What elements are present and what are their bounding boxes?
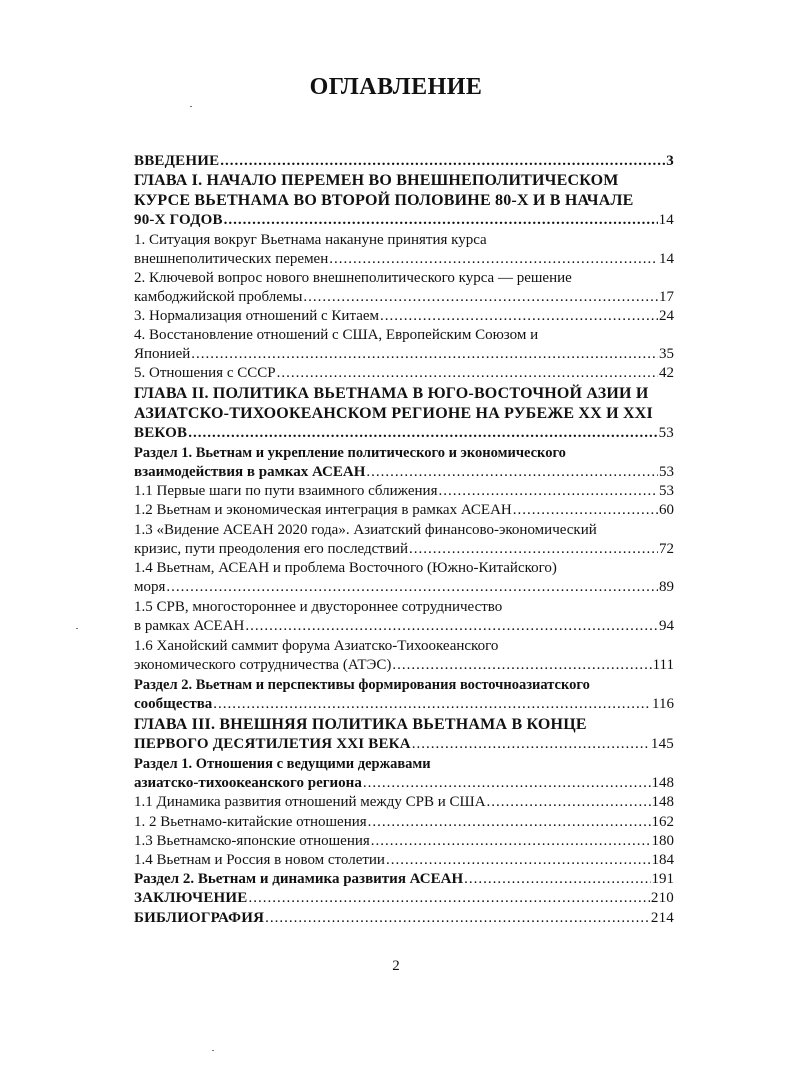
toc-section-2-line-1[interactable]: 2. Ключевой вопрос нового внешнеполитического курса — решение bbox=[134, 270, 572, 286]
toc-page-number: 214 bbox=[650, 910, 674, 926]
toc-entry-title: в рамках АСЕАН bbox=[134, 618, 245, 634]
toc-page-number: 94 bbox=[659, 618, 674, 634]
toc-entry-title: 1.3 Вьетнамско-японские отношения bbox=[134, 833, 370, 849]
toc-page-number: 148 bbox=[651, 775, 674, 791]
toc-leader-dots bbox=[438, 482, 658, 501]
toc-entry-title: 3. Нормализация отношений с Китаем bbox=[134, 308, 379, 324]
toc-page-number: 14 bbox=[659, 251, 674, 267]
toc-section-5[interactable] bbox=[134, 364, 674, 383]
toc-page-number: 72 bbox=[659, 541, 674, 557]
toc-entry-title: 1.1 Динамика развития отношений между СРВ и США bbox=[134, 794, 486, 810]
toc-entry-title: ЗАКЛЮЧЕНИЕ bbox=[134, 890, 248, 906]
toc-page-number: 111 bbox=[652, 657, 674, 673]
toc-leader-dots bbox=[386, 851, 651, 870]
toc-leader-dots bbox=[412, 735, 650, 754]
toc-section-2-1-4[interactable] bbox=[134, 578, 674, 597]
toc-leader-dots bbox=[245, 617, 658, 636]
toc-section-2[interactable] bbox=[134, 288, 674, 307]
toc-page-number: 53 bbox=[658, 425, 674, 441]
toc-page-number: 162 bbox=[651, 814, 674, 830]
toc-page-number: 180 bbox=[651, 833, 674, 849]
toc-leader-dots bbox=[191, 345, 658, 364]
toc-page-number: 191 bbox=[651, 871, 674, 887]
toc-entry-intro[interactable] bbox=[134, 152, 674, 171]
toc-page-number: 53 bbox=[659, 464, 674, 480]
toc-entry-title: взаимодействия в рамках АСЕАН bbox=[134, 464, 366, 480]
toc-leader-dots bbox=[380, 307, 658, 326]
toc-part-2-2[interactable] bbox=[134, 695, 674, 714]
toc-leader-dots bbox=[409, 540, 658, 559]
toc-leader-dots bbox=[277, 364, 658, 383]
toc-entry-title: 5. Отношения с СССР bbox=[134, 365, 276, 381]
toc-section-3-1-1[interactable] bbox=[134, 793, 674, 812]
toc-section-4[interactable] bbox=[134, 345, 674, 364]
toc-entry-title: 1.1 Первые шаги по пути взаимного сближения bbox=[134, 483, 438, 499]
toc-part-2-2-line-1[interactable]: Раздел 2. Вьетнам и перспективы формирования восточноазиатского bbox=[134, 677, 590, 693]
toc-section-2-1-5[interactable] bbox=[134, 617, 674, 636]
toc-part-3-1-line-1[interactable]: Раздел 1. Отношения с ведущими державами bbox=[134, 756, 431, 772]
toc-section-1[interactable] bbox=[134, 250, 674, 269]
toc-entry-title: ПЕРВОГО ДЕСЯТИЛЕТИЯ XXI ВЕКА bbox=[134, 736, 411, 752]
toc-entry-title: 90-Х ГОДОВ bbox=[134, 212, 223, 228]
toc-page-number: 17 bbox=[659, 289, 674, 305]
scan-speck bbox=[76, 628, 78, 629]
toc-chapter-3-line-1[interactable]: ГЛАВА III. ВНЕШНЯЯ ПОЛИТИКА ВЬЕТНАМА В КОНЦЕ bbox=[134, 716, 587, 733]
toc-entry-conclusion[interactable] bbox=[134, 889, 674, 908]
toc-leader-dots bbox=[166, 578, 658, 597]
toc-section-3[interactable] bbox=[134, 307, 674, 326]
toc-entry-title: кризис, пути преодоления его последствий bbox=[134, 541, 408, 557]
toc-page-number: 210 bbox=[650, 890, 674, 906]
toc-part-3-1[interactable] bbox=[134, 774, 674, 793]
toc-page-number: 148 bbox=[651, 794, 674, 810]
toc-section-2-1-5-line-1[interactable]: 1.5 СРВ, многостороннее и двустороннее сотрудничество bbox=[134, 599, 503, 615]
toc-page-number: 42 bbox=[659, 365, 674, 381]
toc-page-number: 60 bbox=[659, 502, 674, 518]
toc-section-2-1-3[interactable] bbox=[134, 540, 674, 559]
page-title: ОГЛАВЛЕНИЕ bbox=[309, 74, 483, 100]
toc-leader-dots bbox=[224, 211, 658, 230]
toc-page-number: 35 bbox=[659, 346, 674, 362]
toc-entry-title: азиатско-тихоокеанского региона bbox=[134, 775, 362, 791]
page-number: 2 bbox=[392, 958, 400, 974]
toc-part-2-1-line-1[interactable]: Раздел 1. Вьетнам и укрепление политического и экономического bbox=[134, 445, 566, 461]
toc-entry-title: БИБЛИОГРАФИЯ bbox=[134, 910, 265, 926]
scan-speck bbox=[212, 1050, 214, 1051]
toc-section-3-1-4[interactable] bbox=[134, 851, 674, 870]
toc-entry-title: ВВЕДЕНИЕ bbox=[134, 153, 220, 169]
toc-leader-dots bbox=[265, 909, 650, 928]
toc-entry-title: внешнеполитических перемен bbox=[134, 251, 329, 267]
toc-entry-title: ВЕКОВ bbox=[134, 425, 188, 441]
toc-section-2-1-6[interactable] bbox=[134, 656, 674, 675]
toc-page-number: 53 bbox=[659, 483, 674, 499]
toc-section-2-1-2[interactable] bbox=[134, 501, 674, 520]
toc-leader-dots bbox=[392, 656, 651, 675]
toc-leader-dots bbox=[220, 152, 665, 171]
toc-section-2-1-1[interactable] bbox=[134, 482, 674, 501]
toc-page-number: 145 bbox=[650, 736, 674, 752]
toc-leader-dots bbox=[513, 501, 658, 520]
toc-entry-title: Японией bbox=[134, 346, 191, 362]
toc-section-2-1-6-line-1[interactable]: 1.6 Ханойский саммит форума Азиатско-Тихоокеанского bbox=[134, 638, 499, 654]
toc-section-2-1-3-line-1[interactable]: 1.3 «Видение АСЕАН 2020 года». Азиатский финансово-экономический bbox=[134, 522, 597, 538]
toc-chapter-1-line-2[interactable]: КУРСЕ ВЬЕТНАМА ВО ВТОРОЙ ПОЛОВИНЕ 80-Х И В НАЧАЛЕ bbox=[134, 192, 634, 209]
toc-section-1-line-1[interactable]: 1. Ситуация вокруг Вьетнама накануне принятия курса bbox=[134, 232, 487, 248]
toc-leader-dots bbox=[248, 889, 649, 908]
toc-leader-dots bbox=[366, 463, 658, 482]
toc-entry-title: моря bbox=[134, 579, 166, 595]
toc-entry-bibliography[interactable] bbox=[134, 909, 674, 928]
toc-chapter-1[interactable] bbox=[134, 211, 674, 230]
toc-leader-dots bbox=[368, 813, 651, 832]
toc-chapter-2[interactable] bbox=[134, 424, 674, 443]
toc-page-number: 184 bbox=[651, 852, 674, 868]
toc-entry-title: 1. 2 Вьетнамо-китайские отношения bbox=[134, 814, 367, 830]
toc-page-number: 14 bbox=[658, 212, 674, 228]
toc-entry-title: 1.2 Вьетнам и экономическая интеграция в рамках АСЕАН bbox=[134, 502, 512, 518]
toc-entry-title: сообщества bbox=[134, 696, 213, 712]
scan-speck bbox=[190, 106, 192, 107]
toc-part-2-1[interactable] bbox=[134, 463, 674, 482]
toc-page-number: 24 bbox=[659, 308, 674, 324]
toc-chapter-3[interactable] bbox=[134, 735, 674, 754]
toc-leader-dots bbox=[213, 695, 651, 714]
toc-leader-dots bbox=[303, 288, 658, 307]
toc-chapter-2-line-2[interactable]: АЗИАТСКО-ТИХООКЕАНСКОМ РЕГИОНЕ НА РУБЕЖЕ XX И XXI bbox=[134, 405, 653, 422]
toc-page-number: 116 bbox=[652, 696, 674, 712]
toc-page-number: 89 bbox=[659, 579, 674, 595]
toc-entry-title: камбоджийской проблемы bbox=[134, 289, 303, 305]
toc-leader-dots bbox=[363, 774, 651, 793]
toc-section-2-1-4-line-1[interactable]: 1.4 Вьетнам, АСЕАН и проблема Восточного (Южно-Китайского) bbox=[134, 560, 557, 576]
toc-chapter-2-line-1[interactable]: ГЛАВА II. ПОЛИТИКА ВЬЕТНАМА В ЮГО-ВОСТОЧНОЙ АЗИИ И bbox=[134, 385, 649, 402]
toc-page-number: 3 bbox=[666, 153, 674, 169]
toc-leader-dots bbox=[329, 250, 658, 269]
toc-leader-dots bbox=[371, 832, 651, 851]
toc-leader-dots bbox=[487, 793, 651, 812]
toc-leader-dots bbox=[464, 870, 650, 889]
toc-part-3-2[interactable] bbox=[134, 870, 674, 889]
toc-entry-title: 1.4 Вьетнам и Россия в новом столетии bbox=[134, 852, 385, 868]
toc-section-3-1-3[interactable] bbox=[134, 832, 674, 851]
toc-section-4-line-1[interactable]: 4. Восстановление отношений с США, Европейским Союзом и bbox=[134, 327, 539, 343]
toc-entry-title: Раздел 2. Вьетнам и динамика развития АСЕАН bbox=[134, 871, 464, 887]
toc-leader-dots bbox=[188, 424, 657, 443]
toc-entry-title: экономического сотрудничества (АТЭС) bbox=[134, 657, 392, 673]
toc-chapter-1-line-1[interactable]: ГЛАВА I. НАЧАЛО ПЕРЕМЕН ВО ВНЕШНЕПОЛИТИЧЕСКОМ bbox=[134, 172, 619, 189]
toc-section-3-1-2[interactable] bbox=[134, 813, 674, 832]
